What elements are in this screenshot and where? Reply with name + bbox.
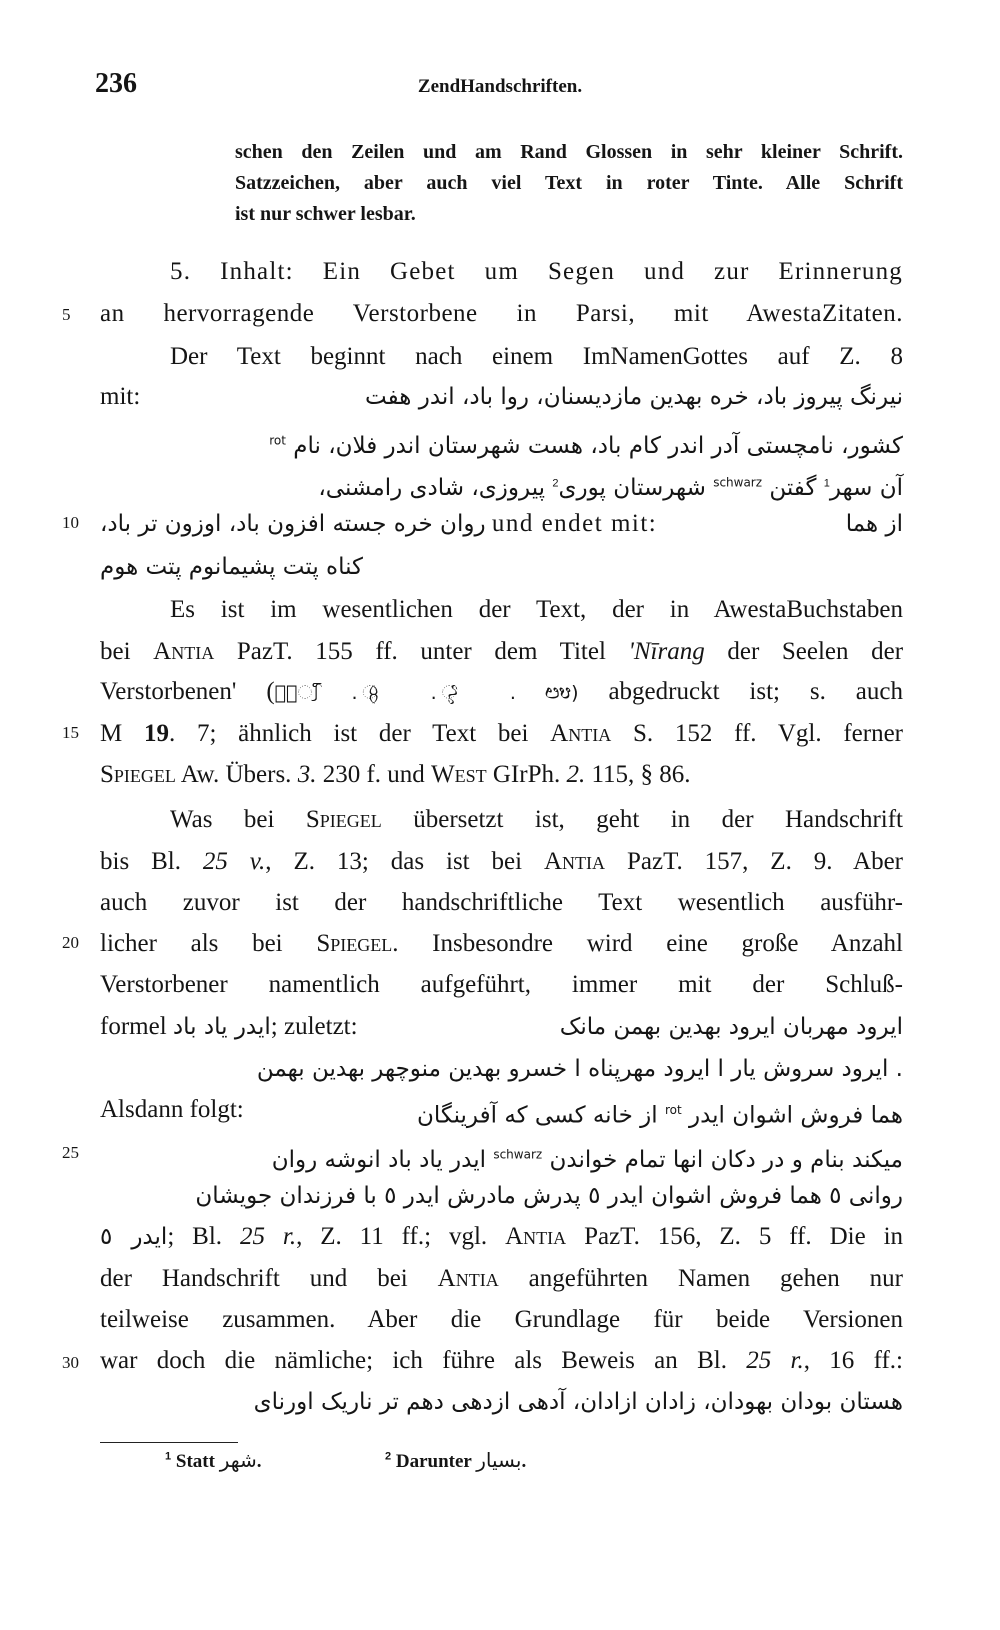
text-line-4: 5. Inhalt: Ein Gebet um Segen und zur Erinnerung xyxy=(170,258,903,285)
persian-text: هما فروش اشوان ایدر $^{rot}$ از خانه کسی که آفرینگان xyxy=(416,1102,903,1129)
persian-text: روان خره جسته افزون باد، اوزون تر باد، xyxy=(100,511,486,537)
annotation-rot: rot xyxy=(664,1103,682,1117)
text-line-19: auch zuvor ist der handschriftliche Text wesentlich ausführ- xyxy=(100,889,903,916)
text-line-26 xyxy=(100,1179,903,1213)
text-line-6: Der Text beginnt nach einem ImNamenGottes auf Z. 8 xyxy=(170,343,903,370)
line-number-25: 25 xyxy=(62,1143,79,1162)
text-line-18: bis Bl. 25 v., Z. 13; das ist bei Antia PazT. 157, Z. 9. Aber xyxy=(100,848,904,875)
persian-text: روانی ٥ هما فروش اشوان ایدر ٥ پدرش مادرش ایدر ٥ با فرزندان جویشان xyxy=(195,1183,903,1209)
footnote-ref: 2 xyxy=(552,477,559,489)
text-line-28: der Handschrift und bei Antia angeführten Namen gehen nur xyxy=(100,1265,903,1292)
page-number: 236 xyxy=(95,68,137,99)
persian-text: کشور، نامچستی آدر اندر کام باد، هست شهرستان اندر فلان، نام $^{rot}$ xyxy=(269,432,903,459)
footnote-2: $^2$ Darunter بسیار. xyxy=(385,1448,527,1472)
text-line-9 xyxy=(100,465,903,505)
annotation-schwarz: schwarz xyxy=(713,475,763,489)
text-line-24: Alsdann folgt: هما فروش اشوان ایدر $^{rot}$ از خانه کسی که آفرینگان xyxy=(100,1093,903,1127)
author-antia: Antia xyxy=(544,848,606,875)
author-spiegel: Spiegel xyxy=(100,761,176,788)
persian-text: ایرود مهربان ایرود بهدین بهمن مانک xyxy=(559,1014,903,1040)
text-line-3: ist nur schwer lesbar. xyxy=(235,203,416,225)
persian-text: ایدر ٥ xyxy=(100,1224,168,1250)
running-head: ZendHandschriften. xyxy=(417,76,583,97)
author-spiegel: Spiegel xyxy=(316,930,393,957)
line-number-30: 30 xyxy=(62,1353,79,1372)
persian-text: از هما xyxy=(845,511,903,537)
text-line-29: teilweise zusammen. Aber die Grundlage für beide Versionen xyxy=(100,1306,903,1333)
annotation-schwarz: schwarz xyxy=(493,1147,543,1161)
author-west: West xyxy=(431,761,487,788)
page-header xyxy=(0,68,1000,108)
text-line-21: Verstorbener namentlich aufgeführt, immer mit der Schluß- xyxy=(100,971,903,998)
avestan-script: ࢫ᳢᳡᳠ . ᳦᳥᳤᳣ . ᳨᳧ . ᳩᳪ) xyxy=(274,682,579,704)
text-line-22: formel ایدر یاد باد; zuletzt: ایرود مهربان ایرود بهدین بهمن مانک xyxy=(100,1010,903,1044)
persian-text: نیرنگ پیروز باد، خره بهدین مازدیسنان، روا باد، اندر هفت xyxy=(365,384,903,410)
text-line-16: Spiegel Aw. Übers. 3. 230 f. und West GIrPh. 2. 115, § 86. xyxy=(100,761,691,788)
text-line-8 xyxy=(100,423,903,463)
footnote-ref: 1 xyxy=(823,477,830,489)
footnote-1: $^1$ Statt شهر. xyxy=(165,1448,262,1472)
footnote-rule xyxy=(100,1442,238,1443)
text-line-12: Es ist im wesentlichen der Text, der in AwestaBuchstaben xyxy=(170,596,903,623)
text-line-2: Satzzeichen, aber auch viel Text in roter Tinte. Alle Schrift xyxy=(235,172,903,194)
text-line-13: bei Antia PazT. 155 ff. unter dem Titel 'Nīrang der Seelen der xyxy=(100,638,904,665)
text-line-5: an hervorragende Verstorbene in Parsi, mit AwestaZitaten. xyxy=(100,300,903,327)
persian-text: . ایرود سروش یار ا ایرود مهرپناه ا خسرو بهدین منوچهر بهدین بهمن xyxy=(256,1056,903,1082)
text-line-17: Was bei Spiegel übersetzt ist, geht in der Handschrift xyxy=(170,806,904,833)
text-line-31 xyxy=(100,1385,903,1419)
author-spiegel: Spiegel xyxy=(305,806,382,833)
text-line-23 xyxy=(100,1052,903,1086)
text-line-25 xyxy=(100,1137,903,1177)
text-line-27: ایدر ٥; Bl. 25 r., Z. 11 ff.; vgl. Antia PazT. 156, Z. 5 ff. Die in xyxy=(100,1223,904,1250)
author-antia: Antia xyxy=(153,638,215,665)
author-antia: Antia xyxy=(550,720,612,747)
line-number-15: 15 xyxy=(62,723,79,742)
text-line-20: licher als bei Spiegel. Insbesondre wird eine große Anzahl xyxy=(100,930,903,957)
line-number-20: 20 xyxy=(62,933,79,952)
text-und-endet: und endet mit: xyxy=(491,510,658,537)
text-line-14: Verstorbenen' (ࢫ᳢᳡᳠ . ᳦᳥᳤᳣ . ᳨᳧ . ᳩᳪ) abgedruckt ist; s. auch xyxy=(100,678,904,705)
text-line-15: M 19. 7; ähnlich ist der Text bei Antia S. 152 ff. Vgl. ferner xyxy=(100,720,904,747)
term-nirang: 'Nīrang xyxy=(628,638,705,665)
text-line-7 xyxy=(100,380,903,414)
persian-text: کناه پتت پشیمانوم پتت هوم xyxy=(100,554,363,580)
text-line-11 xyxy=(100,550,903,584)
line-number-5: 5 xyxy=(62,305,71,324)
persian-text: میکند بنام و در دکان انها تمام خواندن $^{schwarz}$ ایدر یاد باد انوشه روان xyxy=(271,1146,903,1173)
persian-text: ایدر یاد باد xyxy=(172,1014,271,1040)
text-line-10 xyxy=(100,507,903,541)
line-number-10: 10 xyxy=(62,513,79,532)
text-line-30: war doch die nämliche; ich führe als Beweis an Bl. 25 r., 16 ff.: xyxy=(100,1347,903,1374)
text-mit: mit: xyxy=(100,383,141,410)
author-antia: Antia xyxy=(437,1265,499,1292)
text-line-1: schen den Zeilen und am Rand Glossen in sehr kleiner Schrift. xyxy=(235,141,903,163)
author-antia: Antia xyxy=(505,1223,567,1250)
persian-text: آن سهر$^1$ گفتن $^{schwarz}$ شهرستان پوری$^2$ پیروزی، شادی رامشنی، xyxy=(318,474,903,501)
annotation-rot: rot xyxy=(269,433,286,447)
persian-text: هستان بودان بهودان، زادان ازادان، آدهی ازدهی دهم تر ناریک اورنای xyxy=(253,1389,903,1415)
